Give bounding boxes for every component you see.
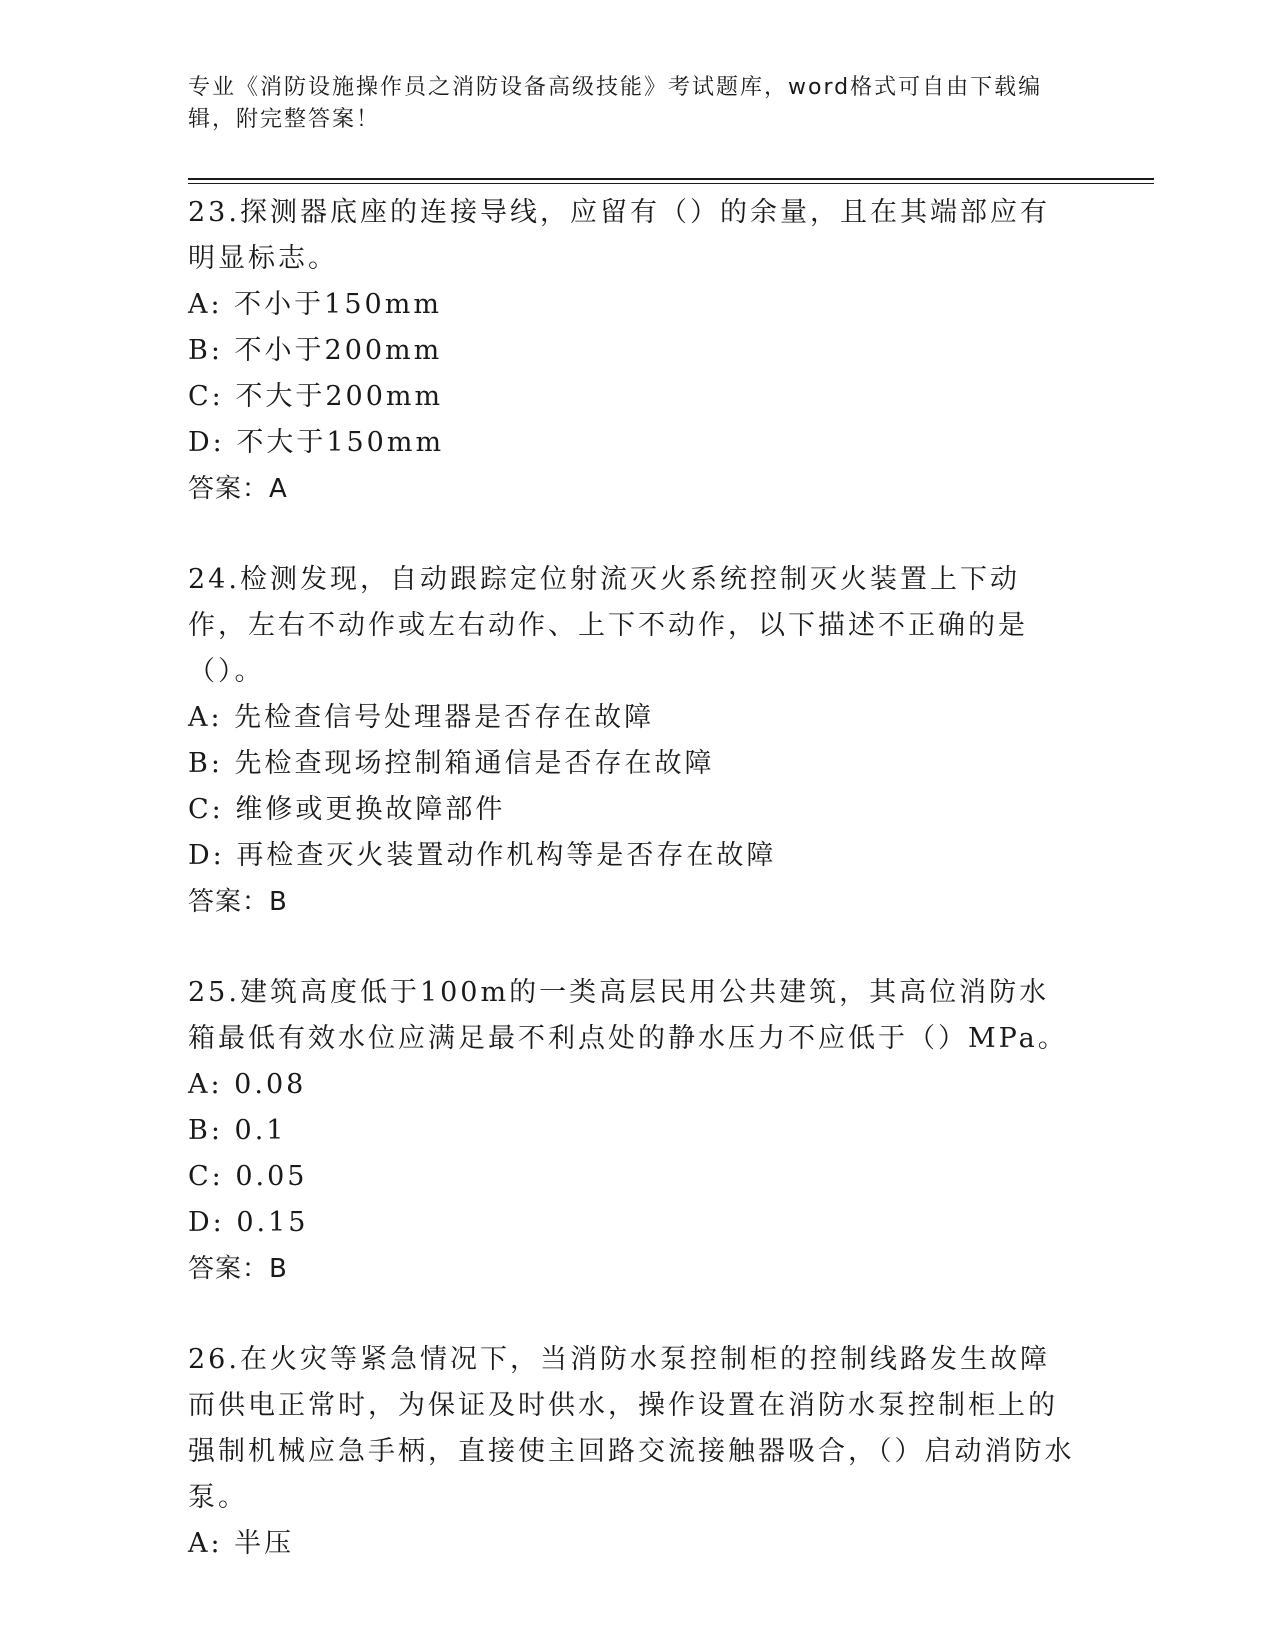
- option-b: B: 不小于200mm: [188, 335, 443, 366]
- option-a: A: 0.08: [188, 1069, 307, 1100]
- question-26: [188, 1335, 1078, 1567]
- question-stem: 25.建筑高度低于100m的一类高层民用公共建筑，其高位消防水箱最低有效水位应满足最不利点处的静水压力不应低于（）MPa。: [188, 977, 1068, 1054]
- option-d: D: 0.15: [188, 1207, 309, 1238]
- option-c: C: 0.05: [188, 1161, 308, 1192]
- answer-line: 答案：A: [188, 474, 288, 504]
- option-c: C: 不大于200mm: [188, 381, 444, 412]
- question-25: [188, 968, 1078, 1292]
- option-d: D: 再检查灭火装置动作机构等是否存在故障: [188, 840, 777, 871]
- question-24: [188, 555, 1078, 925]
- answer-line: 答案：B: [188, 887, 288, 917]
- option-d: D: 不大于150mm: [188, 427, 445, 458]
- header-divider-thick: [188, 178, 1154, 180]
- option-a: A: 先检查信号处理器是否存在故障: [188, 702, 655, 733]
- question-list: [188, 188, 1078, 1610]
- option-c: C: 维修或更换故障部件: [188, 794, 506, 825]
- question-stem: 23.探测器底座的连接导线，应留有（）的余量，且在其端部应有明显标志。: [188, 197, 1050, 274]
- question-23: [188, 188, 1078, 512]
- question-stem: 26.在火灾等紧急情况下，当消防水泵控制柜的控制线路发生故障而供电正常时，为保证及时供水，操作设置在消防水泵控制柜上的强制机械应急手柄，直接使主回路交流接触器吸合，（）启动消防水泵。: [188, 1344, 1075, 1513]
- document-intro: 专业《消防设施操作员之消防设备高级技能》考试题库，word格式可自由下载编辑，附完整答案！: [188, 75, 1043, 132]
- option-a: A: 不小于150mm: [188, 289, 442, 320]
- option-a: A: 半压: [188, 1528, 295, 1559]
- answer-line: 答案：B: [188, 1254, 288, 1284]
- header-divider-thin: [188, 183, 1154, 184]
- option-b: B: 先检查现场控制箱通信是否存在故障: [188, 748, 715, 779]
- question-stem: 24.检测发现，自动跟踪定位射流灭火系统控制灭火装置上下动作，左右不动作或左右动作、上下不动作，以下描述不正确的是（）。: [188, 564, 1028, 687]
- option-b: B: 0.1: [188, 1115, 287, 1146]
